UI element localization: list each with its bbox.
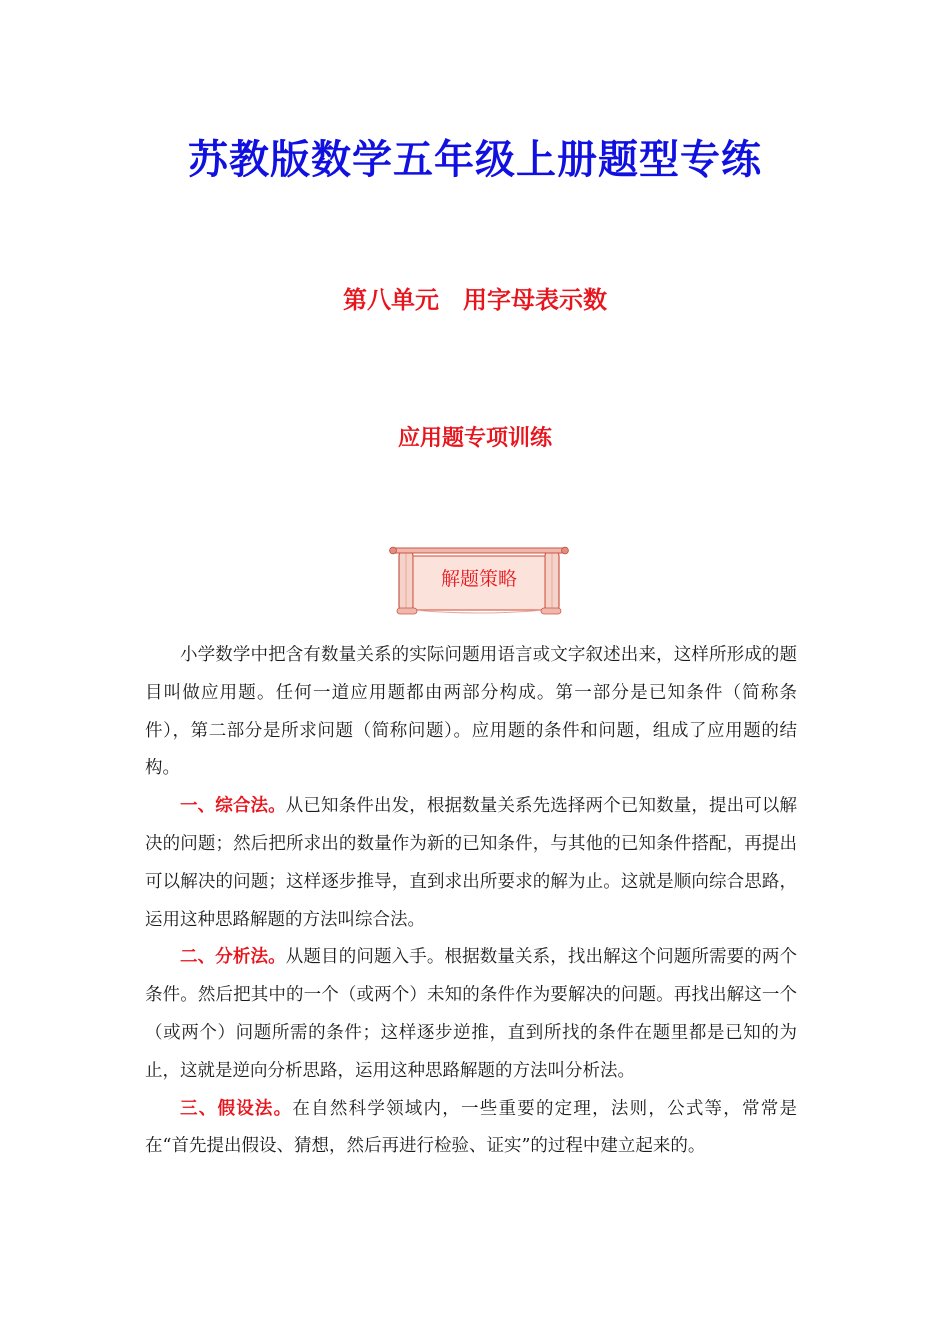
method-paragraph-analysis [145,939,797,1090]
method-text: 在自然科学领域内，一些重要的定理，法则，公式等，常常是在“首先提出假设、猜想，然后再进行检验、证实”的过程中建立起来的。 [145,1098,797,1157]
method-label: 三、假设法。 [180,1098,293,1119]
section-title: 应用题专项训练 [397,426,552,451]
page-title: 苏教版数学五年级上册题型专练 [188,136,762,183]
method-label: 二、分析法。 [180,947,286,968]
method-text: 从已知条件出发，根据数量关系先选择两个已知数量，提出可以解决的问题；然后把所求出的数量作为新的已知条件，与其他的已知条件搭配，再提出可以解决的问题；这样逐步推导，直到求出所要求的解为止。这就是顺向综合思路，运用这种思路解题的方法叫综合法。 [145,796,798,930]
intro-paragraph: 小学数学中把含有数量关系的实际问题用语言或文字叙述出来，这样所形成的题目叫做应用题。任何一道应用题都由两部分构成。第一部分是已知条件（简称条件），第二部分是所求问题（简称问题）。应用题的条件和问题，组成了应用题的结构。 [145,645,797,779]
method-label: 一、综合法。 [180,796,286,817]
document-body [145,637,797,1166]
scroll-label: 解题策略 [440,568,517,590]
strategy-scroll-banner [389,544,569,618]
unit-title: 第八单元 用字母表示数 [343,286,607,314]
method-paragraph-hypothesis [145,1091,797,1167]
method-paragraph-synthesis [145,788,797,939]
method-text: 从题目的问题入手。根据数量关系，找出解这个问题所需要的两个条件。然后把其中的一个（或两个）未知的条件作为要解决的问题。再找出解这一个（或两个）问题所需的条件；这样逐步逆推，直到所找的条件在题里都是已知的为止，这就是逆向分析思路，运用这种思路解题的方法叫分析法。 [145,947,798,1081]
